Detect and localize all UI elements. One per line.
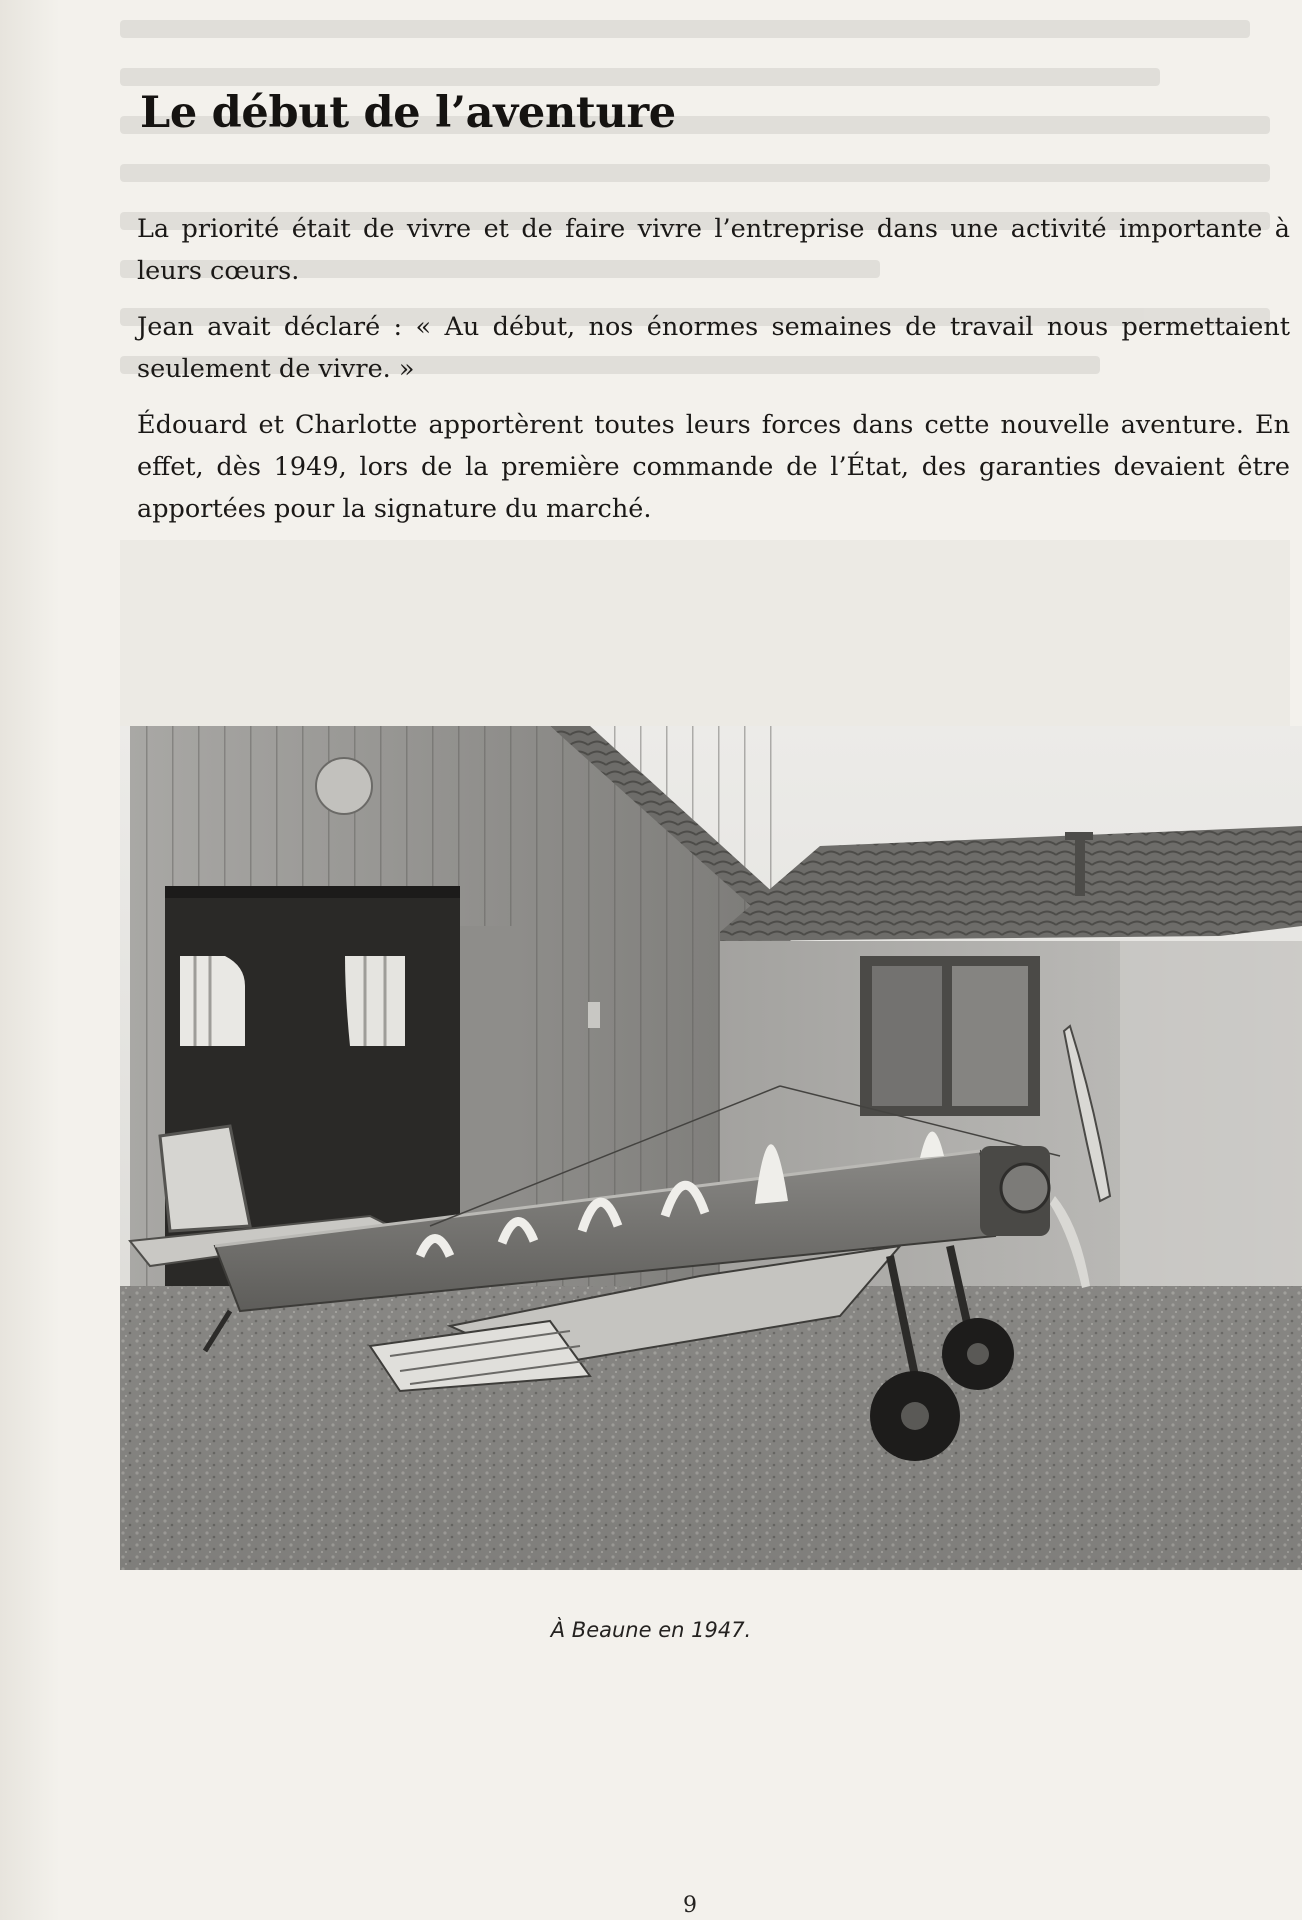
paragraph: Jean avait déclaré : « Au début, nos énormes semaines de travail nous permettaient seulement de vivre. » [137,312,1290,384]
paragraph: Édouard et Charlotte apportèrent toutes leurs forces dans cette nouvelle aventure. En effet, dès 1949, lors de la première commande de l’État, des garanties devaient être apportées pour la signature du marché. [137,410,1290,524]
page-number: 9 [683,1893,697,1918]
page-title: Le début de l’aventure [140,88,676,138]
figure-caption: À Beaune en 1947. [550,1618,752,1642]
aircraft-photo [120,726,1302,1570]
paragraph: La priorité était de vivre et de faire vivre l’entreprise dans une activité importante à leurs cœurs. [137,214,1290,286]
body-text [137,208,1290,544]
